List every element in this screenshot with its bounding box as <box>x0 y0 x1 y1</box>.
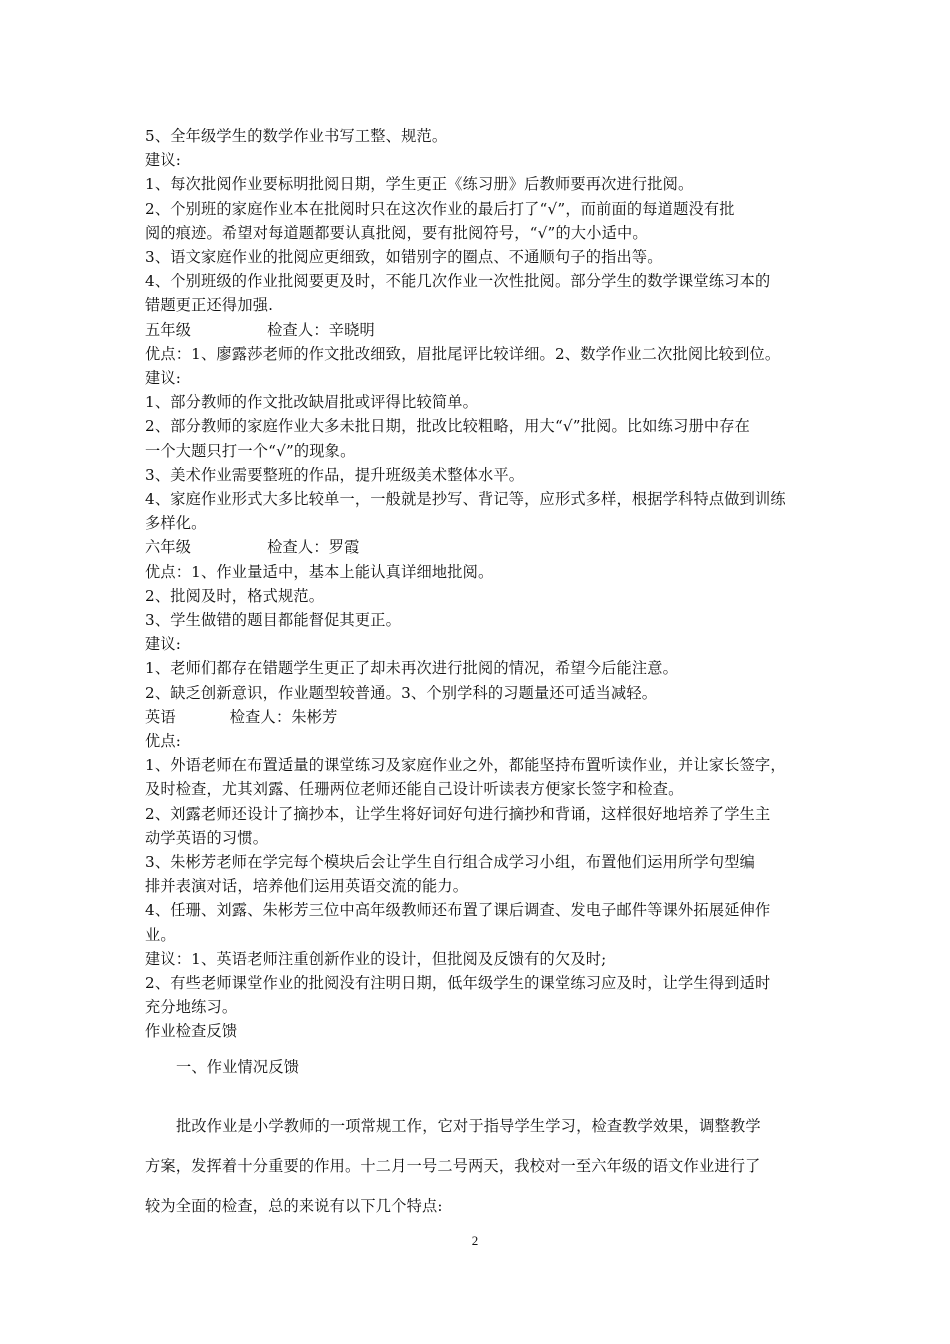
text-line: 3、美术作业需要整班的作品，提升班级美术整体水平。 <box>145 465 525 484</box>
text-line: 2、批阅及时，格式规范。 <box>145 586 325 605</box>
text-line: 充分地练习。 <box>145 998 238 1017</box>
text-line: 作业检查反馈 <box>145 1022 238 1041</box>
text-line: 3、语文家庭作业的批阅应更细致，如错别字的圈点、不通顺句子的指出等。 <box>145 248 663 266</box>
text-line: 建议: <box>145 635 182 654</box>
text-line: 建议: <box>145 151 182 170</box>
text-line: 2、个别班的家庭作业本在批阅时只在这次作业的最后打了“√”，而前面的每道题没有批 <box>145 199 735 218</box>
paragraph-line-1: 批改作业是小学教师的一项常规工作，它对于指导学生学习，检查教学效果，调整教学 <box>176 1117 761 1135</box>
text-line: 3、朱彬芳老师在学完每个模块后会让学生自行组合成学习小组，布置他们运用所学句型编 <box>145 853 755 871</box>
text-line: 阅的痕迹。希望对每道题都要认真批阅，要有批阅符号，“√”的大小适中。 <box>145 223 648 242</box>
text-line: 及时检查，尤其刘露、任珊两位老师还能自己设计听读表方便家长签字和检查。 <box>145 780 684 799</box>
text-line: 4、任珊、刘露、朱彬芳三位中高年级教师还布置了课后调查、发电子邮件等课外拓展延伸作 <box>145 901 771 920</box>
text-line: 2、部分教师的家庭作业大多未批日期，批改比较粗略，用大“√”批阅。比如练习册中存在 <box>145 417 751 436</box>
text-line: 动学英语的习惯。 <box>145 828 269 847</box>
text-line: 2、有些老师课堂作业的批阅没有注明日期，低年级学生的课堂练习应及时，让学生得到适时 <box>145 974 771 992</box>
page-number: 2 <box>471 1233 479 1248</box>
text-line: 1、老师们都存在错题学生更正了却未再次进行批阅的情况，希望今后能注意。 <box>145 659 679 678</box>
text-line: 4、家庭作业形式大多比较单一，一般就是抄写、背记等，应形式多样，根据学科特点做到训练 <box>145 490 786 508</box>
paragraph-line-2: 方案，发挥着十分重要的作用。十二月一号二号两天，我校对一至六年级的语文作业进行了 <box>145 1157 761 1175</box>
text-line: 错题更正还得加强. <box>145 296 274 315</box>
text-line: 4、个别班级的作业批阅要更及时，不能几次作业一次性批阅。部分学生的数学课堂练习本的 <box>145 272 771 291</box>
text-line: 1、外语老师在布置适量的课堂练习及家庭作业之外，都能坚持布置听读作业，并让家长签字， <box>145 756 786 775</box>
text-line: 业。 <box>145 925 176 944</box>
text-line: 建议: <box>145 369 182 387</box>
text-line: 优点：1、廖露莎老师的作文批改细致，眉批尾评比较详细。2、数学作业二次批阅比较到位。 <box>145 344 781 363</box>
inspector-label: 检查人：罗霞 <box>267 538 360 557</box>
section-label-line <box>145 707 815 727</box>
text-line: 1、每次批阅作业要标明批阅日期，学生更正《练习册》后教师要再次进行批阅。 <box>145 175 694 194</box>
inspector-label: 检查人：辛晓明 <box>267 320 375 339</box>
text-line: 多样化。 <box>145 514 207 533</box>
section-label-line <box>145 320 815 340</box>
text-line: 建议：1、英语老师注重创新作业的设计，但批阅及反馈有的欠及时; <box>145 949 607 968</box>
section-heading: 一、作业情况反馈 <box>176 1058 300 1076</box>
text-line: 1、部分教师的作文批改缺眉批或评得比较简单。 <box>145 393 479 412</box>
text-line: 2、缺乏创新意识，作业题型较普通。3、个别学科的习题量还可适当减轻。 <box>145 683 658 702</box>
text-line: 3、学生做错的题目都能督促其更正。 <box>145 611 402 629</box>
text-line: 优点: <box>145 732 182 750</box>
text-line: 5、全年级学生的数学作业书写工整、规范。 <box>145 127 448 145</box>
section-label-line <box>145 537 815 557</box>
text-line: 2、刘露老师还设计了摘抄本，让学生将好词好句进行摘抄和背诵，这样很好地培养了学生主 <box>145 804 771 823</box>
text-line: 一个大题只打一个“√”的现象。 <box>145 441 356 460</box>
grade-label: 六年级 <box>145 538 192 557</box>
text-line: 优点：1、作业量适中，基本上能认真详细地批阅。 <box>145 562 494 581</box>
paragraph-line-3: 较为全面的检查，总的来说有以下几个特点: <box>145 1197 443 1215</box>
text-line: 排并表演对话，培养他们运用英语交流的能力。 <box>145 877 469 896</box>
grade-label: 五年级 <box>145 320 192 339</box>
grade-label: 英语 <box>145 707 176 726</box>
inspector-label: 检查人：朱彬芳 <box>229 707 338 726</box>
